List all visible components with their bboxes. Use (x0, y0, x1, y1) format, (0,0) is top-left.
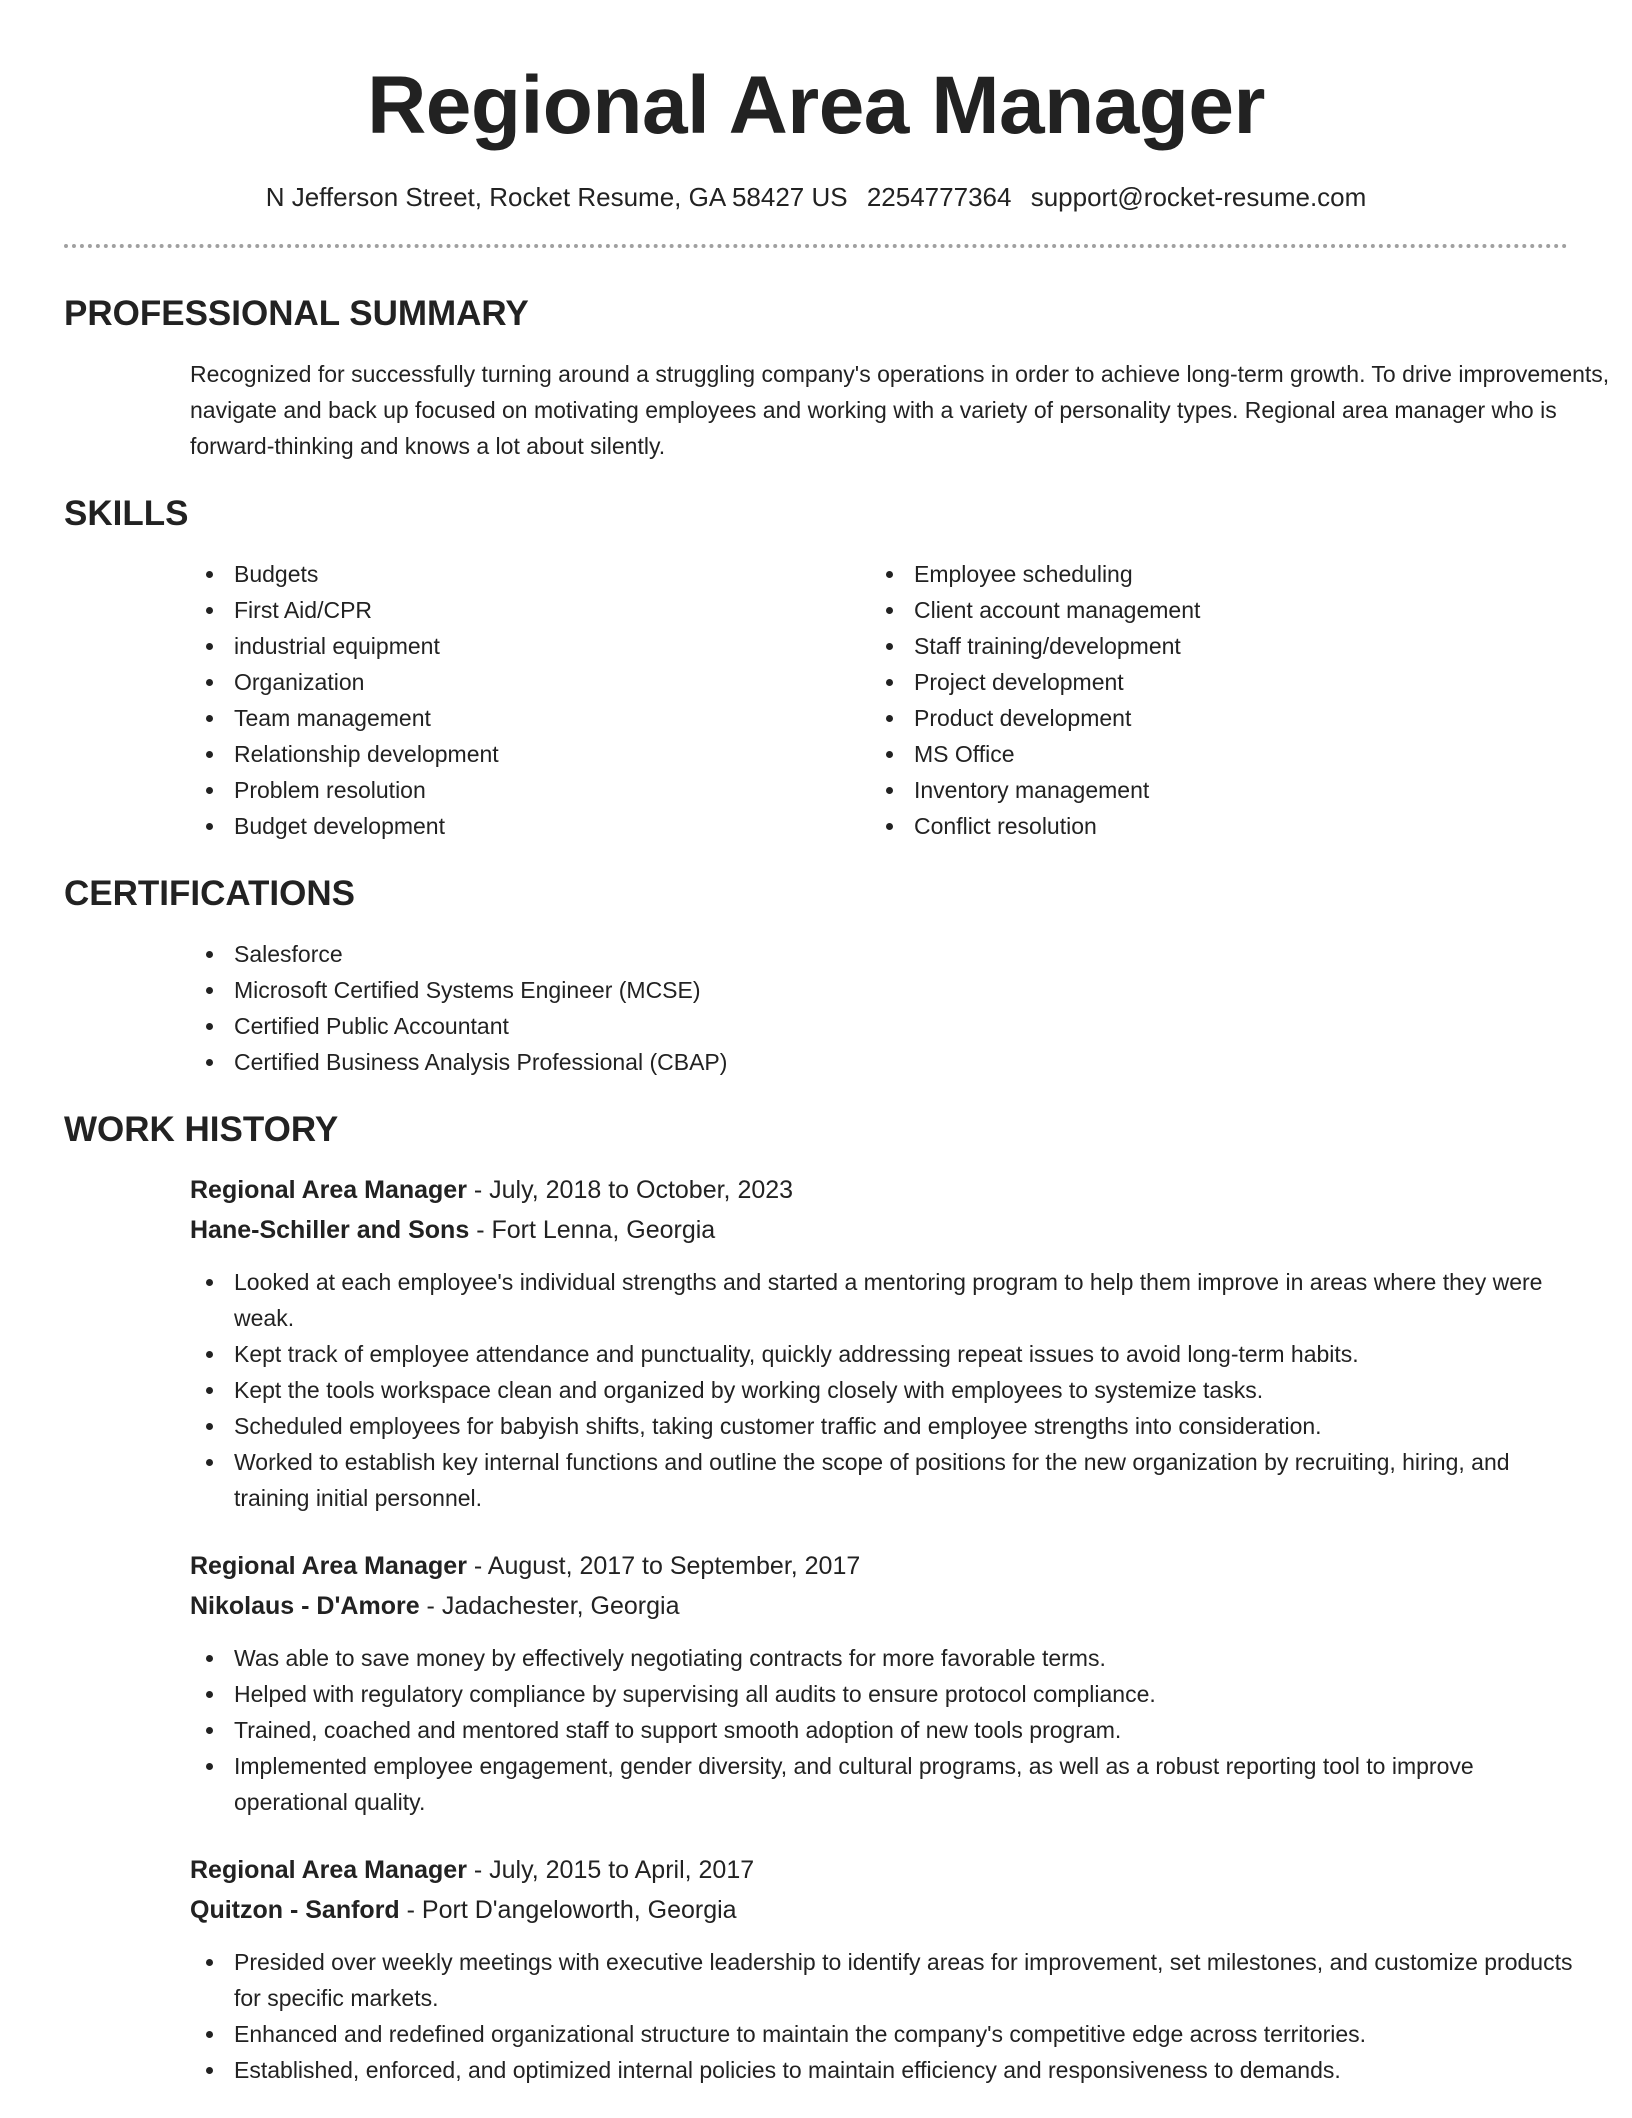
job-bullet: Kept track of employee attendance and punctuality, quickly addressing repeat issues to avoid long-term habits. (190, 1336, 1590, 1372)
job-bullet: Enhanced and redefined organizational structure to maintain the company's competitive edge across territories. (190, 2016, 1590, 2052)
job-location: - Jadachester, Georgia (419, 1592, 680, 1620)
job-title-line (190, 1546, 1590, 1586)
certification-item: Certified Business Analysis Professional (CBAP) (190, 1044, 1568, 1080)
contact-email: support@rocket-resume.com (1030, 182, 1367, 212)
job-bullet: Scheduled employees for babyish shifts, taking customer traffic and employee strengths into consideration. (190, 1408, 1590, 1444)
certification-item: Microsoft Certified Systems Engineer (MCSE) (190, 972, 1568, 1008)
skill-item: Relationship development (190, 736, 870, 772)
job-location: - Port D'angeloworth, Georgia (399, 1896, 737, 1924)
section-summary (64, 292, 1610, 464)
summary-text: Recognized for successfully turning around a struggling company's operations in order to achieve long-term growth. To drive improvements, navigate and back up focused on motivating employees and working with a variety of personality types. Regional area manager who is forward-thinking and knows a lot about silently. (190, 361, 1610, 459)
certification-item: Salesforce (190, 936, 1568, 972)
section-title-summary: PROFESSIONAL SUMMARY (64, 294, 529, 333)
skill-item: Product development (870, 700, 1550, 736)
job-bullets (190, 1640, 1590, 1820)
job-bullets (190, 1944, 1590, 2088)
job-company-line (190, 1586, 1590, 1626)
section-title-skills: SKILLS (64, 494, 189, 533)
section-skills (64, 492, 1568, 844)
job-bullets (190, 1264, 1590, 1516)
job-bullet: Trained, coached and mentored staff to support smooth adoption of new tools program. (190, 1712, 1590, 1748)
contact-line (64, 180, 1568, 214)
job-company-line (190, 1210, 1590, 1250)
skills-list-right (870, 556, 1550, 844)
job-location: - Fort Lenna, Georgia (469, 1216, 716, 1244)
section-title-work: WORK HISTORY (64, 1110, 339, 1149)
section-work-history (64, 1108, 1573, 2088)
contact-phone: 2254777364 (866, 182, 1012, 212)
skill-item: MS Office (870, 736, 1550, 772)
skills-column-right (870, 556, 1550, 844)
job-company: Nikolaus - D'Amore (190, 1592, 420, 1620)
contact-address: N Jefferson Street, Rocket Resume, GA 58427 US (265, 182, 848, 212)
job-bullet: Helped with regulatory compliance by supervising all audits to ensure protocol compliance. (190, 1676, 1590, 1712)
job-entry (190, 1850, 1590, 2088)
skill-item: Organization (190, 664, 870, 700)
skills-list-left (190, 556, 870, 844)
job-bullet: Established, enforced, and optimized internal policies to maintain efficiency and responsiveness to demands. (190, 2052, 1590, 2088)
skill-item: Team management (190, 700, 870, 736)
certifications-list (190, 936, 1568, 1080)
job-bullet: Implemented employee engagement, gender diversity, and cultural programs, as well as a robust reporting tool to improve operational quality. (190, 1748, 1590, 1820)
job-dates: - July, 2015 to April, 2017 (466, 1856, 755, 1884)
section-certifications (64, 872, 1568, 1080)
skill-item: Budgets (190, 556, 870, 592)
job-company: Hane-Schiller and Sons (190, 1216, 470, 1244)
job-title-line (190, 1850, 1590, 1890)
job-entry (190, 1546, 1590, 1820)
skill-item: Client account management (870, 592, 1550, 628)
skill-item: Conflict resolution (870, 808, 1550, 844)
job-bullet: Was able to save money by effectively negotiating contracts for more favorable terms. (190, 1640, 1590, 1676)
resume-name: Regional Area Manager (367, 60, 1265, 151)
job-company-line (190, 1890, 1590, 1930)
job-role: Regional Area Manager (190, 1176, 467, 1204)
job-bullet: Kept the tools workspace clean and organized by working closely with employees to systemize tasks. (190, 1372, 1590, 1408)
skill-item: Project development (870, 664, 1550, 700)
skill-item: Staff training/development (870, 628, 1550, 664)
job-company: Quitzon - Sanford (190, 1896, 400, 1924)
job-role: Regional Area Manager (190, 1856, 467, 1884)
jobs-list (190, 1170, 1590, 2088)
skill-item: industrial equipment (190, 628, 870, 664)
job-dates: - July, 2018 to October, 2023 (466, 1176, 794, 1204)
job-role: Regional Area Manager (190, 1552, 467, 1580)
job-title-line (190, 1170, 1590, 1210)
skills-grid (190, 556, 1568, 844)
job-bullet: Looked at each employee's individual strengths and started a mentoring program to help them improve in areas where they were weak. (190, 1264, 1590, 1336)
header-divider (64, 244, 1568, 248)
skill-item: Budget development (190, 808, 870, 844)
certification-item: Certified Public Accountant (190, 1008, 1568, 1044)
job-bullet: Presided over weekly meetings with executive leadership to identify areas for improvement, set milestones, and customize products for specific markets. (190, 1944, 1590, 2016)
job-entry (190, 1170, 1590, 1516)
skill-item: First Aid/CPR (190, 592, 870, 628)
skills-column-left (190, 556, 870, 844)
resume-page (64, 0, 1610, 2118)
skill-item: Problem resolution (190, 772, 870, 808)
certifications-list-wrap (190, 936, 1568, 1080)
section-title-certifications: CERTIFICATIONS (64, 874, 356, 913)
job-bullet: Worked to establish key internal functions and outline the scope of positions for the new organization by recruiting, hiring, and training initial personnel. (190, 1444, 1590, 1516)
skill-item: Inventory management (870, 772, 1550, 808)
skill-item: Employee scheduling (870, 556, 1550, 592)
job-dates: - August, 2017 to September, 2017 (466, 1552, 861, 1580)
